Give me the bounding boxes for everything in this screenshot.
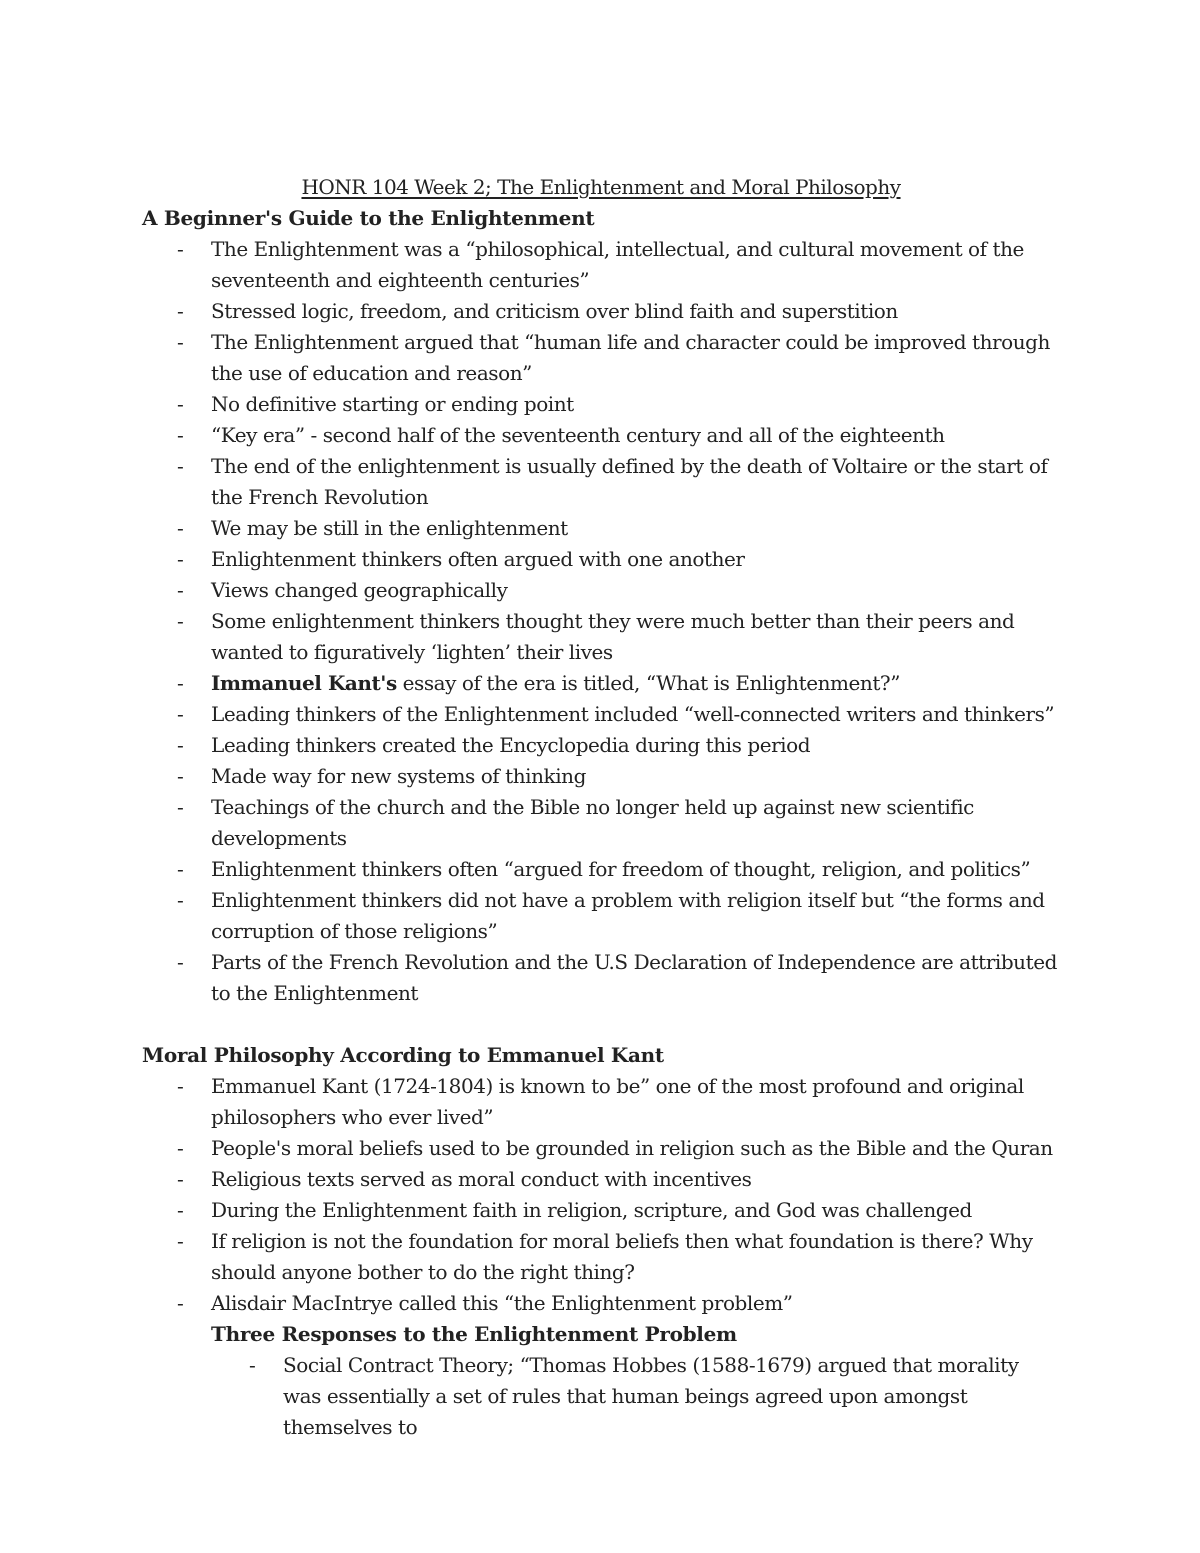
list-item: - Leading thinkers created the Encyclopedia during this period xyxy=(211,730,1060,761)
list-item: - The end of the enlightenment is usually defined by the death of Voltaire or the start of the French Revolution xyxy=(211,451,1060,513)
dash-bullet-icon: - xyxy=(177,1198,184,1222)
list-item: - During the Enlightenment faith in religion, scripture, and God was challenged xyxy=(211,1195,1060,1226)
list-item: - Religious texts served as moral conduct with incentives xyxy=(211,1164,1060,1195)
dash-bullet-icon: - xyxy=(177,1136,184,1160)
list-item: - Enlightenment thinkers often “argued for freedom of thought, religion, and politics” xyxy=(211,854,1060,885)
list-item: - Made way for new systems of thinking xyxy=(211,761,1060,792)
dash-bullet-icon: - xyxy=(177,1167,184,1191)
list-item: - Enlightenment thinkers did not have a problem with religion itself but “the forms and corruption of those religions” xyxy=(211,885,1060,947)
dash-bullet-icon: - xyxy=(177,330,184,354)
dash-bullet-icon: - xyxy=(177,609,184,633)
subheading-three-responses: Three Responses to the Enlightenment Problem xyxy=(211,1322,737,1346)
list-item: - Social Contract Theory; “Thomas Hobbes (1588-1679) argued that morality was essentially a set of rules that human beings agreed upon amongst themselves to xyxy=(283,1350,1060,1443)
list-item: - The Enlightenment argued that “human life and character could be improved through the use of education and reason” xyxy=(211,327,1060,389)
dash-bullet-icon: - xyxy=(177,578,184,602)
dash-bullet-icon: - xyxy=(177,733,184,757)
list-item: - Leading thinkers of the Enlightenment included “well-connected writers and thinkers” xyxy=(211,699,1060,730)
dash-bullet-icon: - xyxy=(177,392,184,416)
dash-bullet-icon: - xyxy=(177,454,184,478)
section-heading-moral-philosophy: Moral Philosophy According to Emmanuel Kant xyxy=(142,1043,664,1067)
list-item: - The Enlightenment was a “philosophical, intellectual, and cultural movement of the seventeenth and eighteenth centuries” xyxy=(211,234,1060,296)
list-item: - Emmanuel Kant (1724-1804) is known to be” one of the most profound and original philosophers who ever lived” xyxy=(211,1071,1060,1133)
bullet-list-enlightenment xyxy=(142,234,1060,1009)
dash-bullet-icon: - xyxy=(177,702,184,726)
list-item: - Teachings of the church and the Bible no longer held up against new scientific developments xyxy=(211,792,1060,854)
dash-bullet-icon: - xyxy=(177,795,184,819)
section-spacer xyxy=(142,1009,1060,1040)
dash-bullet-icon: - xyxy=(177,888,184,912)
dash-bullet-icon: - xyxy=(177,516,184,540)
list-item: - Alisdair MacIntrye called this “the Enlightenment problem” xyxy=(211,1288,1060,1319)
list-item: - Enlightenment thinkers often argued with one another xyxy=(211,544,1060,575)
dash-bullet-icon: - xyxy=(177,671,184,695)
document-title: HONR 104 Week 2; The Enlightenment and Moral Philosophy xyxy=(301,175,901,199)
list-item: - “Key era” - second half of the seventeenth century and all of the eighteenth xyxy=(211,420,1060,451)
list-item: - We may be still in the enlightenment xyxy=(211,513,1060,544)
dash-bullet-icon: - xyxy=(177,1074,184,1098)
dash-bullet-icon: - xyxy=(177,764,184,788)
dash-bullet-icon: - xyxy=(177,237,184,261)
list-item: - People's moral beliefs used to be grounded in religion such as the Bible and the Quran xyxy=(211,1133,1060,1164)
bullet-list-moral-philosophy xyxy=(142,1071,1060,1319)
dash-bullet-icon: - xyxy=(177,547,184,571)
dash-bullet-icon: - xyxy=(177,1229,184,1253)
dash-bullet-icon: - xyxy=(177,299,184,323)
dash-bullet-icon: - xyxy=(177,950,184,974)
dash-bullet-icon: - xyxy=(177,857,184,881)
list-item: - Stressed logic, freedom, and criticism over blind faith and superstition xyxy=(211,296,1060,327)
list-item: - If religion is not the foundation for moral beliefs then what foundation is there? Why should anyone bother to do the right thing? xyxy=(211,1226,1060,1288)
dash-bullet-icon: - xyxy=(177,1291,184,1315)
dash-bullet-icon: - xyxy=(249,1353,256,1377)
list-item: - No definitive starting or ending point xyxy=(211,389,1060,420)
list-item-kant-essay: - Immanuel Kant's essay of the era is titled, “What is Enlightenment?” xyxy=(211,668,1060,699)
section-heading-enlightenment-guide: A Beginner's Guide to the Enlightenment xyxy=(142,206,595,230)
list-item: - Parts of the French Revolution and the U.S Declaration of Independence are attributed to the Enlightenment xyxy=(211,947,1060,1009)
list-item: - Some enlightenment thinkers thought they were much better than their peers and wanted to figuratively ‘lighten’ their lives xyxy=(211,606,1060,668)
list-item: - Views changed geographically xyxy=(211,575,1060,606)
bullet-list-three-responses xyxy=(142,1350,1060,1443)
dash-bullet-icon: - xyxy=(177,423,184,447)
bold-name: Immanuel Kant's xyxy=(211,671,397,695)
